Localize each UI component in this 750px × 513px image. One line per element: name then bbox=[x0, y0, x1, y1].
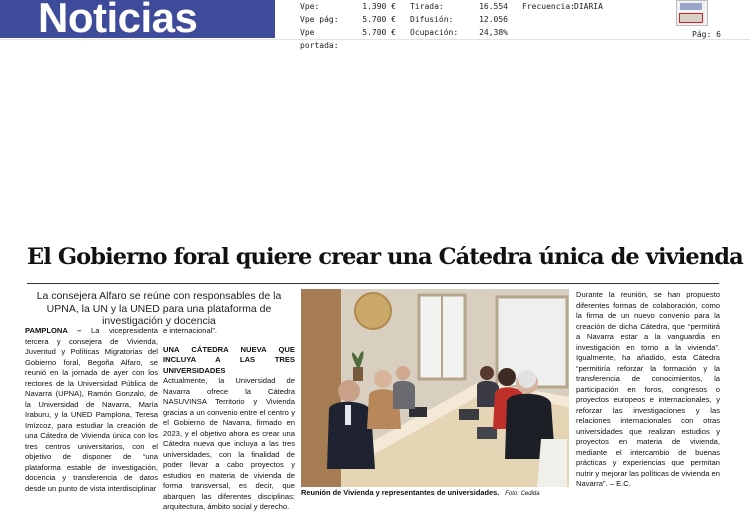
column-text: Actualmente, la Universidad de Navarra ofrece la Cátedra NASUVINSA Territorio y Vivienda gracias a un convenio entre el centro y el Gobierno de Navarra, firmado en 2023, y el objetivo ahora es crear una Cátedra nueva que incluya a las tres universidades, con la finalidad de poder llevar a cabo proyectos y estudios en materia de vivienda de forma transversal, es decir, que abarquen las diferentes disciplinas: arquitectura, ámbito social y derecho. bbox=[163, 376, 295, 511]
headline-divider bbox=[27, 283, 719, 284]
stats-block-left bbox=[300, 0, 396, 52]
photo-caption bbox=[301, 488, 569, 497]
author-signature: – E.C. bbox=[607, 479, 631, 488]
stat-row: Vpe: 1.390 € bbox=[300, 2, 396, 11]
photo-credit: Foto: Cedida bbox=[505, 491, 540, 497]
meeting-photo-illustration bbox=[301, 289, 569, 487]
brand-banner bbox=[0, 0, 275, 38]
stat-row: Vpe pág: 5.700 € bbox=[300, 15, 396, 24]
header-divider bbox=[0, 39, 750, 40]
stat-row: Ocupación: 24,38% bbox=[410, 28, 508, 37]
stat-row: Difusión: 12.056 bbox=[410, 15, 508, 24]
article-column-1 bbox=[25, 326, 158, 494]
column-text: e internacional”. bbox=[163, 326, 218, 335]
column-text: Durante la reunión, se han propuesto diferentes formas de colaboración, como la firma de un nuevo convenio para la creación de dicha Cátedra, que “permitirá a Navarra estar a la vanguardia en investigación en torno a la vivienda”. Igualmente, ha añadido, esta Cátedra “permitiría reforzar la formación y la transferencia de conocimientos, la participación en foros, congresos o proyectos europeos e internacionales, y reforzar las investigaciones y las relaciones internacionales con otras universidades que realizan estudios y proyectos en materia de vivienda, mediante el intercambio de buenas prácticas y experiencias que permitan nutrir y mejorar las políticas de vivienda en Navarra”. bbox=[576, 290, 720, 488]
page-number: Pág: 6 bbox=[692, 30, 721, 39]
article-column-3 bbox=[576, 290, 720, 490]
thumbnail-selection bbox=[679, 13, 703, 23]
article-photo bbox=[301, 289, 569, 487]
page-thumbnail[interactable] bbox=[676, 0, 708, 26]
section-kicker: UNA CÁTEDRA NUEVA QUE INCLUYA A LAS TRES UNIVERSIDADES bbox=[163, 344, 295, 375]
stats-block-right bbox=[522, 0, 603, 13]
column-text: La vicepresidenta tercera y consejera de Vivienda, Juventud y Políticas Migratorias del Gobierno foral, Begoña Alfaro, se reunió en la jornada de ayer con los rectores de la Universidad Pública de Navarra (UPNA), Ramón Gonzalo, de la Universidad de Navarra, María Iraburu, y la UNED Pamplona, Teresa Imízcoz, para estudiar la creación de una Cátedra de Vivienda única con los tres centros universitarios, con el objetivo de disponer de “una plataforma estable de investigación, docencia y transferencia de datos desde un punto de vista interdisciplinar bbox=[25, 326, 158, 493]
article-column-2 bbox=[163, 326, 295, 513]
stat-row: Tirada: 16.554 bbox=[410, 2, 508, 11]
dateline: PAMPLONA – bbox=[25, 326, 82, 335]
brand-title: Noticias bbox=[38, 0, 198, 38]
stat-row: Vpe portada: 5.700 € bbox=[300, 28, 396, 50]
stat-row: Frecuencia: DIARIA bbox=[522, 2, 603, 11]
thumbnail-header bbox=[680, 3, 702, 10]
caption-text: Reunión de Vivienda y representantes de universidades. bbox=[301, 488, 500, 497]
subheadline: La consejera Alfaro se reúne con responsables de la UPNA, la UN y la UNED para una plataforma de investigación y docencia bbox=[36, 290, 282, 327]
headline: El Gobierno foral quiere crear una Cátedra única de vivienda bbox=[27, 244, 743, 270]
stats-block-mid bbox=[410, 0, 508, 39]
